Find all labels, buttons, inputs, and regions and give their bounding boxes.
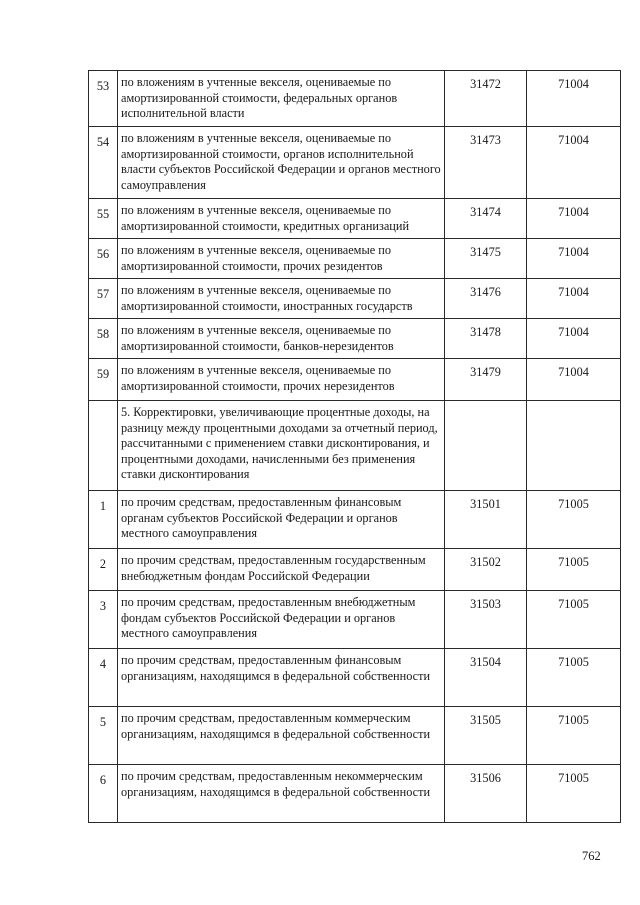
row-description: по вложениям в учтенные векселя, оцениваемые по амортизированной стоимости, прочих резидентов	[118, 239, 445, 279]
account-code: 31473	[445, 127, 527, 199]
symbol-code: 71004	[527, 199, 621, 239]
accounts-table	[88, 70, 621, 823]
table-row	[89, 591, 621, 649]
row-number: 58	[89, 319, 118, 359]
row-number: 54	[89, 127, 118, 199]
account-code: 31476	[445, 279, 527, 319]
symbol-code: 71005	[527, 649, 621, 707]
symbol-code	[527, 401, 621, 491]
table-row	[89, 127, 621, 199]
table-row	[89, 279, 621, 319]
row-description: по вложениям в учтенные векселя, оцениваемые по амортизированной стоимости, федеральных органов исполнительной власти	[118, 71, 445, 127]
table-row	[89, 765, 621, 823]
page-number: 762	[582, 849, 601, 863]
row-number	[89, 401, 118, 491]
table-row	[89, 359, 621, 401]
symbol-code: 71005	[527, 591, 621, 649]
row-number: 2	[89, 549, 118, 591]
account-code: 31503	[445, 591, 527, 649]
account-code: 31472	[445, 71, 527, 127]
account-code: 31478	[445, 319, 527, 359]
row-number: 1	[89, 491, 118, 549]
table-body	[89, 71, 621, 823]
row-description: по вложениям в учтенные векселя, оцениваемые по амортизированной стоимости, кредитных организаций	[118, 199, 445, 239]
table-row	[89, 401, 621, 491]
account-code	[445, 401, 527, 491]
row-description: по прочим средствам, предоставленным некоммерческим организациям, находящимся в федеральной собственности	[118, 765, 445, 823]
symbol-code: 71004	[527, 127, 621, 199]
row-description: по прочим средствам, предоставленным государственным внебюджетным фондам Российской Федерации	[118, 549, 445, 591]
row-number: 55	[89, 199, 118, 239]
row-number: 6	[89, 765, 118, 823]
row-number: 5	[89, 707, 118, 765]
row-description: по вложениям в учтенные векселя, оцениваемые по амортизированной стоимости, прочих нерезидентов	[118, 359, 445, 401]
table-row	[89, 707, 621, 765]
row-description: 5. Корректировки, увеличивающие процентные доходы, на разницу между процентными доходами за отчетный период, рассчитанными с применением ставки дисконтирования, и процентными доходами, начисленными без применения ставки дисконтирования	[118, 401, 445, 491]
symbol-code: 71004	[527, 319, 621, 359]
symbol-code: 71004	[527, 359, 621, 401]
table-row	[89, 199, 621, 239]
row-number: 57	[89, 279, 118, 319]
table-row	[89, 549, 621, 591]
account-code: 31502	[445, 549, 527, 591]
account-code: 31501	[445, 491, 527, 549]
table-row	[89, 491, 621, 549]
row-number: 59	[89, 359, 118, 401]
row-description: по прочим средствам, предоставленным коммерческим организациям, находящимся в федеральной собственности	[118, 707, 445, 765]
row-number: 4	[89, 649, 118, 707]
symbol-code: 71005	[527, 707, 621, 765]
row-number: 53	[89, 71, 118, 127]
row-number: 56	[89, 239, 118, 279]
symbol-code: 71005	[527, 765, 621, 823]
symbol-code: 71004	[527, 71, 621, 127]
row-description: по прочим средствам, предоставленным финансовым органам субъектов Российской Федерации и органов местного самоуправления	[118, 491, 445, 549]
symbol-code: 71004	[527, 239, 621, 279]
table-row	[89, 649, 621, 707]
account-code: 31504	[445, 649, 527, 707]
account-code: 31479	[445, 359, 527, 401]
row-description: по вложениям в учтенные векселя, оцениваемые по амортизированной стоимости, банков-нерезидентов	[118, 319, 445, 359]
symbol-code: 71004	[527, 279, 621, 319]
account-code: 31475	[445, 239, 527, 279]
row-description: по вложениям в учтенные векселя, оцениваемые по амортизированной стоимости, иностранных государств	[118, 279, 445, 319]
symbol-code: 71005	[527, 491, 621, 549]
table-row	[89, 319, 621, 359]
row-description: по прочим средствам, предоставленным внебюджетным фондам субъектов Российской Федерации и органов местного самоуправления	[118, 591, 445, 649]
row-description: по вложениям в учтенные векселя, оцениваемые по амортизированной стоимости, органов исполнительной власти субъектов Российской Федерации и органов местного самоуправления	[118, 127, 445, 199]
row-number: 3	[89, 591, 118, 649]
row-description: по прочим средствам, предоставленным финансовым организациям, находящимся в федеральной собственности	[118, 649, 445, 707]
table-row	[89, 71, 621, 127]
account-code: 31474	[445, 199, 527, 239]
account-code: 31506	[445, 765, 527, 823]
symbol-code: 71005	[527, 549, 621, 591]
account-code: 31505	[445, 707, 527, 765]
table-row	[89, 239, 621, 279]
